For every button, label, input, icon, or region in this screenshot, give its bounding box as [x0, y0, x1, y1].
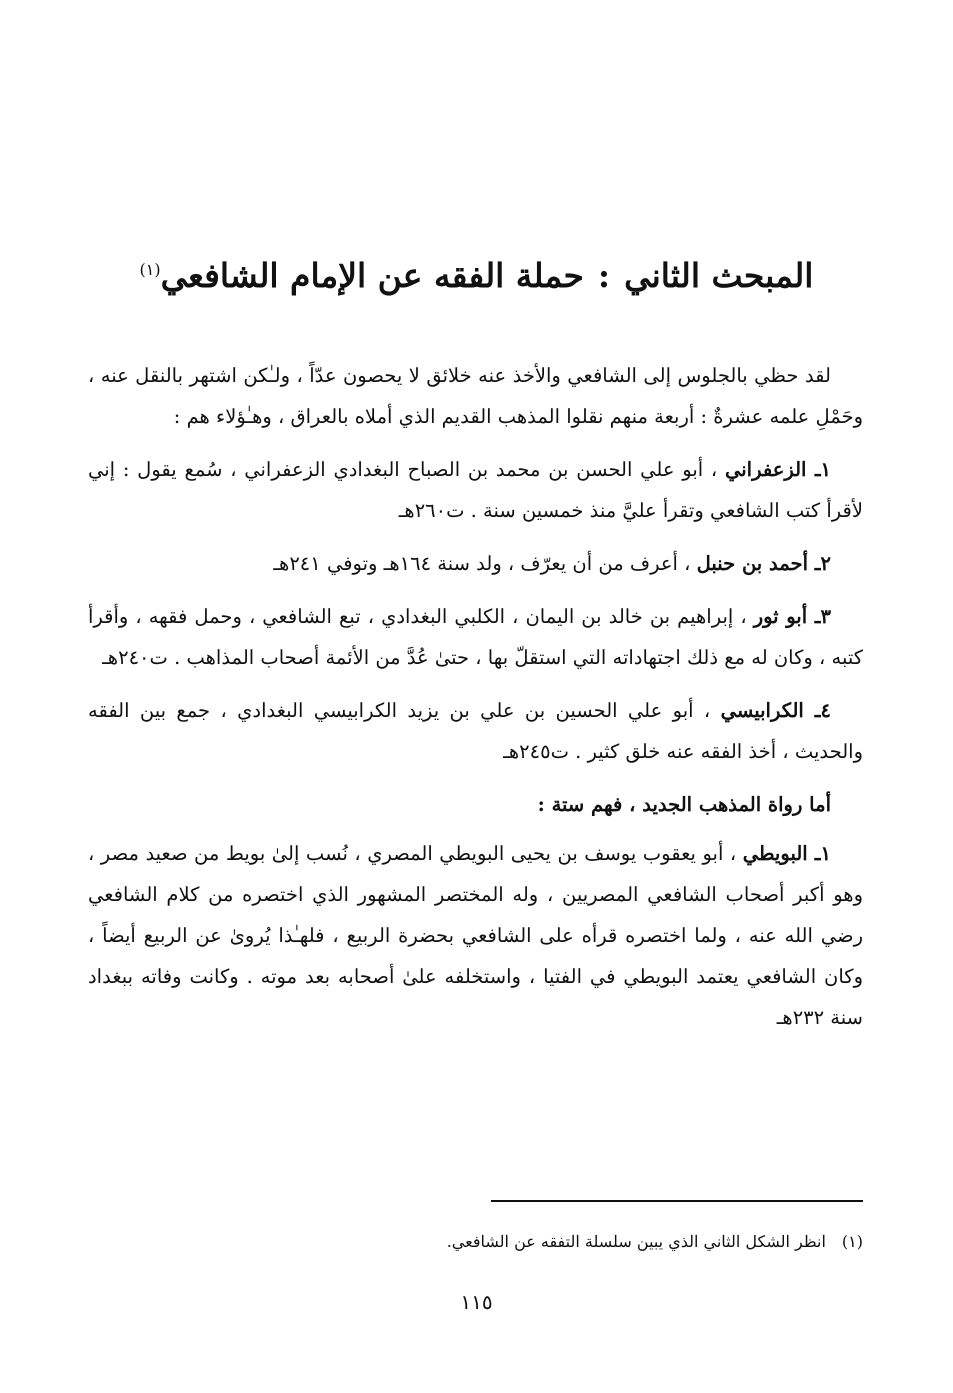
entry-text: ، إبراهيم بن خالد بن اليمان ، الكلبي البغدادي ، تبع الشافعي ، وحمل فقهه ، وأقرأ كتبه ، وكان له مع ذلك اجتهاداته التي استقلّ بها ، حتىٰ عُدَّ من الأئمة أصحاب المذاهب . ت٢٤٠هـ: [88, 605, 863, 669]
title-separator: :: [597, 256, 611, 295]
old-school-entry-2: [88, 543, 863, 584]
entry-name: ٤ـ الكرابيسي: [720, 699, 831, 722]
section-title: [90, 240, 863, 306]
footnote-marker: (١): [841, 1232, 863, 1251]
entry-text: ، أبو يعقوب يوسف بن يحيى البويطي المصري ، نُسب إلىٰ بويط من صعيد مصر ، وهو أكبر أصحاب الشافعي المصريين ، وله المختصر المشهور الذي اختصره من كلام الشافعي رضي الله عنه ، ولما اختصره قرأه على الشافعي بحضرة الربيع ، فلهـٰذا يُروىٰ عن الربيع أيضاً ، وكان الشافعي يعتمد البويطي في الفتيا ، واستخلفه علىٰ أصحابه بعد موته . وكانت وفاته ببغداد سنة ٢٣٢هـ: [88, 842, 863, 1029]
entry-name: ٣ـ أبو ثور: [753, 605, 831, 628]
page-number: ١١٥: [460, 1290, 493, 1314]
title-subject: حملة الفقه عن الإمام الشافعي: [160, 256, 584, 295]
old-school-entry-4: [88, 690, 863, 772]
footnote-text: انظر الشكل الثاني الذي يبين سلسلة التفقه عن الشافعي.: [446, 1232, 826, 1251]
entry-name: ١ـ البويطي: [742, 842, 831, 865]
entry-name: ٢ـ أحمد بن حنبل: [696, 552, 831, 575]
entry-name: ١ـ الزعفراني: [725, 458, 832, 481]
main-text: [88, 355, 863, 1050]
footnote-divider: [491, 1200, 863, 1202]
footnote-reference[interactable]: (١): [139, 260, 161, 279]
title-section-label: المبحث الثاني: [624, 256, 814, 295]
entry-text: ، أعرف من أن يعرّف ، ولد سنة ١٦٤هـ وتوفي ٢٤١هـ: [273, 552, 691, 575]
old-school-entry-1: [88, 449, 863, 531]
old-school-entry-3: [88, 596, 863, 678]
intro-paragraph: لقد حظي بالجلوس إلى الشافعي والأخذ عنه خلائق لا يحصون عدّاً ، ولـٰكن اشتهر بالنقل عنه ، وحَمْلِ علمه عشرةٌ : أربعة منهم نقلوا المذهب القديم الذي أملاه بالعراق ، وهـٰؤلاء هم :: [88, 364, 863, 428]
entry-text: ، أبو علي الحسن بن محمد بن الصباح البغدادي الزعفراني ، سُمع يقول : إني لأقرأ كتب الشافعي وتقرأ عليَّ منذ خمسين سنة . ت٢٦٠هـ: [88, 458, 863, 522]
footnote: [88, 1230, 863, 1254]
new-school-heading: أما رواة المذهب الجديد ، فهم ستة :: [537, 793, 831, 816]
new-school-entry-1: [88, 833, 863, 1038]
entry-text: ، أبو علي الحسين بن علي بن يزيد الكرابيسي البغدادي ، جمع بين الفقه والحديث ، أخذ الفقه عنه خلق كثير . ت٢٤٥هـ: [88, 699, 863, 763]
